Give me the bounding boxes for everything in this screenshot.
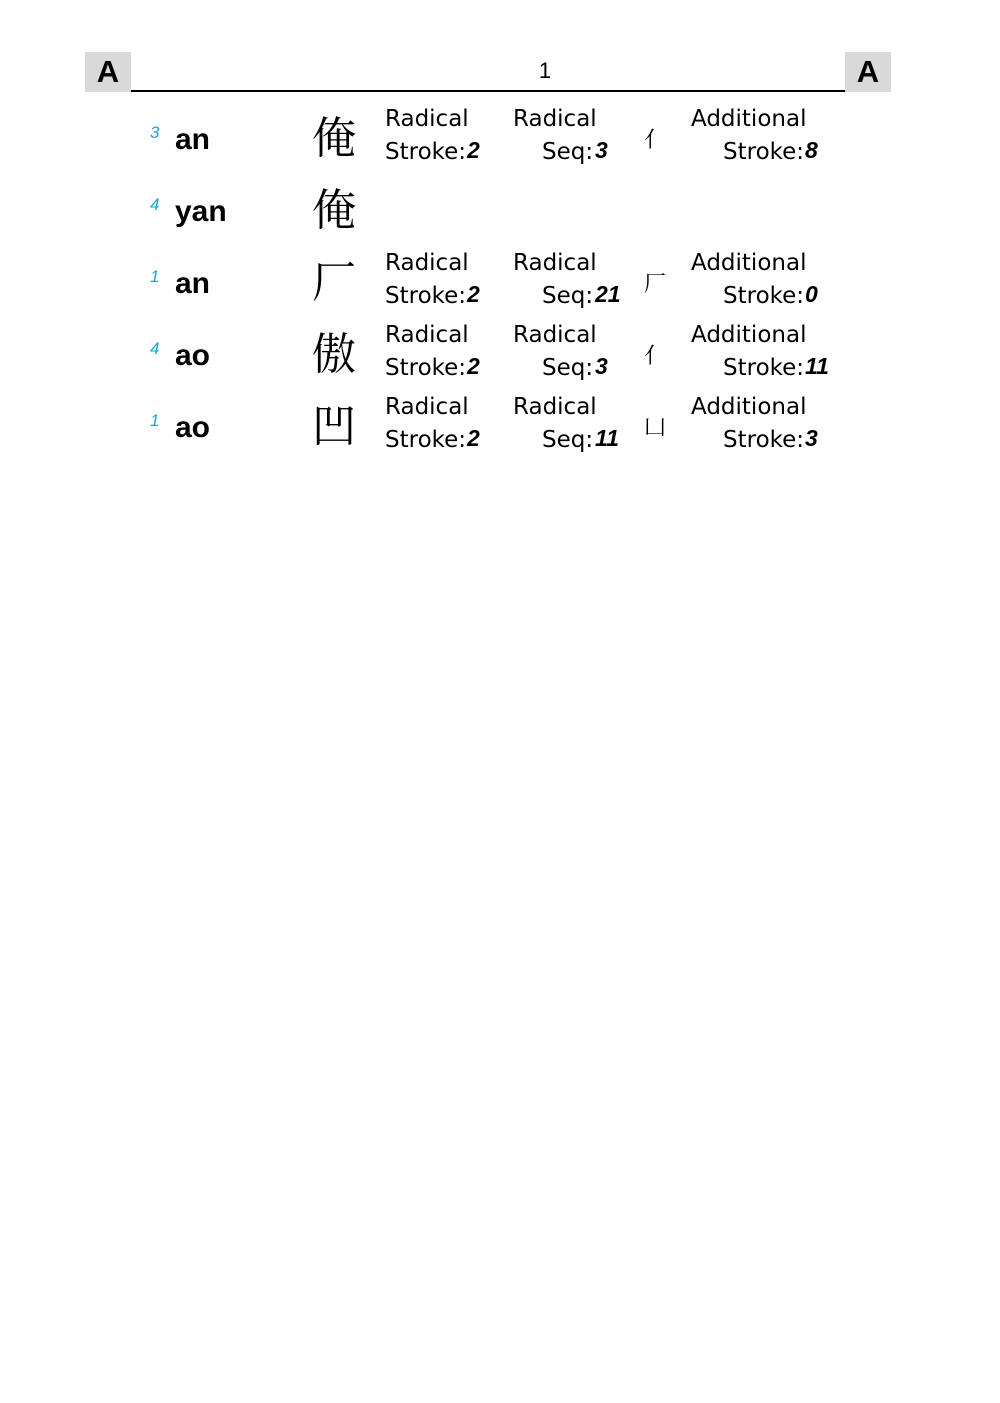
radical-character: 亻 bbox=[644, 128, 667, 153]
stroke-label: Stroke: bbox=[385, 139, 467, 165]
pinyin: ao bbox=[175, 339, 211, 372]
hanzi-character: 俺 bbox=[312, 185, 356, 236]
radical-seq-value: 11 bbox=[595, 425, 619, 451]
radical-label: Radical bbox=[385, 250, 469, 276]
radical-label: Radical bbox=[513, 394, 597, 420]
header-rule bbox=[131, 90, 845, 92]
section-letter-right: A bbox=[845, 52, 891, 92]
hanzi-character: 凹 bbox=[312, 401, 356, 452]
hanzi-character: 傲 bbox=[312, 329, 356, 380]
radical-label: Radical bbox=[385, 322, 469, 348]
pinyin: ao bbox=[175, 411, 211, 444]
hanzi-character: 厂 bbox=[312, 257, 356, 308]
additional-stroke-value: 0 bbox=[805, 281, 818, 307]
stroke-label: Stroke: bbox=[385, 355, 467, 381]
radical-seq-value: 21 bbox=[595, 281, 621, 307]
additional-stroke-value: 3 bbox=[805, 425, 818, 451]
additional-label: Additional bbox=[691, 322, 807, 348]
pinyin: yan bbox=[175, 195, 227, 228]
additional-label: Additional bbox=[691, 250, 807, 276]
radical-stroke-value: 2 bbox=[467, 281, 480, 307]
radical-character: 亻 bbox=[644, 344, 667, 369]
additional-stroke-value: 11 bbox=[805, 353, 829, 379]
radical-stroke-value: 2 bbox=[467, 353, 480, 379]
radical-stroke-value: 2 bbox=[467, 425, 480, 451]
dictionary-entry bbox=[0, 394, 1000, 472]
stroke-label: Stroke: bbox=[385, 283, 467, 309]
tone-number: 1 bbox=[150, 267, 160, 286]
tone-number: 1 bbox=[150, 411, 160, 430]
pinyin: an bbox=[175, 267, 211, 300]
additional-label: Additional bbox=[691, 106, 807, 132]
section-letter-left: A bbox=[85, 52, 131, 92]
radical-label: Radical bbox=[385, 106, 469, 132]
stroke-label: Stroke: bbox=[723, 283, 805, 309]
dictionary-entry bbox=[0, 250, 1000, 328]
tone-number: 4 bbox=[150, 339, 160, 358]
radical-character: 凵 bbox=[644, 416, 667, 441]
dictionary-entry bbox=[0, 106, 1000, 184]
radical-character: 厂 bbox=[644, 272, 667, 297]
stroke-label: Stroke: bbox=[723, 139, 805, 165]
additional-label: Additional bbox=[691, 394, 807, 420]
dictionary-entry bbox=[0, 184, 1000, 256]
radical-stroke-value: 2 bbox=[467, 137, 480, 163]
seq-label: Seq: bbox=[542, 355, 594, 381]
radical-label: Radical bbox=[513, 322, 597, 348]
seq-label: Seq: bbox=[542, 283, 594, 309]
stroke-label: Stroke: bbox=[723, 427, 805, 453]
radical-label: Radical bbox=[513, 106, 597, 132]
tone-number: 3 bbox=[150, 123, 160, 142]
radical-seq-value: 3 bbox=[595, 137, 608, 163]
stroke-label: Stroke: bbox=[723, 355, 805, 381]
radical-label: Radical bbox=[513, 250, 597, 276]
dictionary-entry bbox=[0, 322, 1000, 400]
seq-label: Seq: bbox=[542, 139, 594, 165]
radical-seq-value: 3 bbox=[595, 353, 608, 379]
tone-number: 4 bbox=[150, 195, 160, 214]
pinyin: an bbox=[175, 123, 211, 156]
hanzi-character: 俺 bbox=[312, 113, 356, 164]
seq-label: Seq: bbox=[542, 427, 594, 453]
page-number: 1 bbox=[538, 58, 552, 83]
additional-stroke-value: 8 bbox=[805, 137, 818, 163]
radical-label: Radical bbox=[385, 394, 469, 420]
stroke-label: Stroke: bbox=[385, 427, 467, 453]
